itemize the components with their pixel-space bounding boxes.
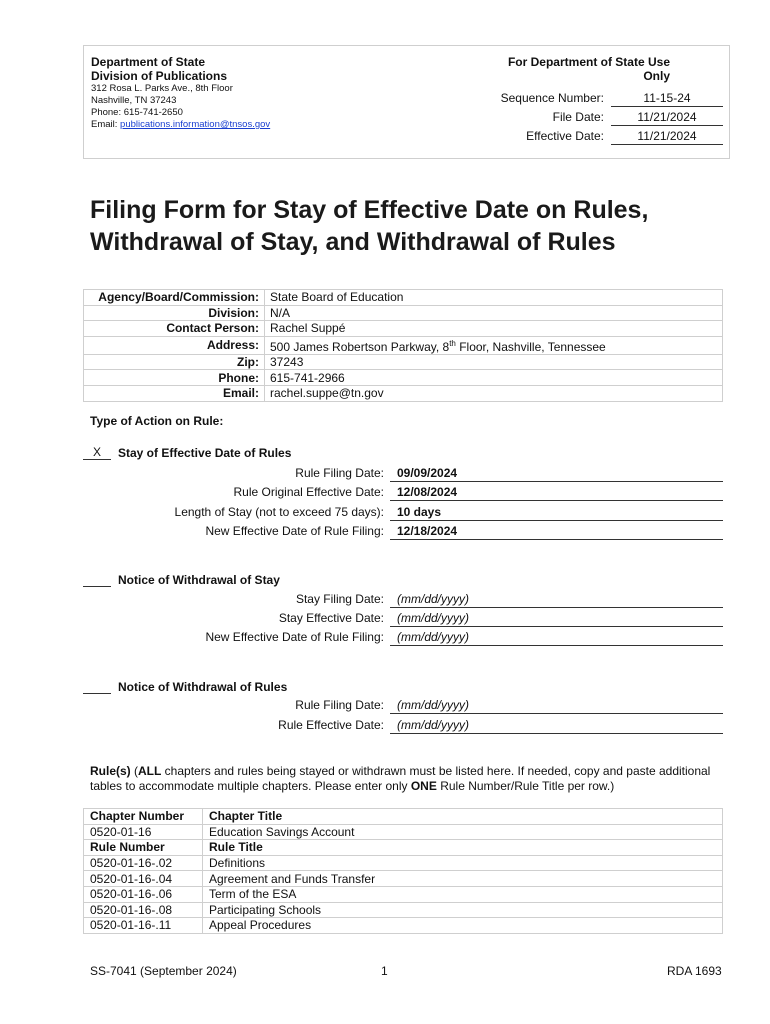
table-row [84, 871, 723, 887]
withdrawal-rules-heading [83, 680, 287, 694]
form-title-line-2: Withdrawal of Stay, and Withdrawal of Rules [90, 228, 616, 256]
stay-effective-date-label: Stay Effective Date: [278, 611, 384, 625]
footer-page-number: 1 [381, 964, 388, 978]
rules-para-one: ONE [410, 779, 437, 793]
agency-value: State Board of Education [265, 290, 723, 306]
header-box [83, 45, 730, 159]
stay-effective-date-value[interactable]: (mm/dd/yyyy) [390, 611, 723, 627]
phone-line: Phone: 615-741-2650 [91, 107, 183, 118]
rule-number: 0520-01-16-.04 [84, 871, 203, 887]
address-line-1: 312 Rosa L. Parks Ave., 8th Floor [91, 83, 233, 94]
withdrawal-stay-field-row [90, 592, 723, 609]
email-label: Email: [91, 119, 121, 130]
email-line [91, 119, 451, 131]
withdrawal-rules-checkbox[interactable] [83, 693, 111, 694]
chapter-rules-table [83, 808, 723, 934]
rule-title: Definitions [203, 855, 723, 871]
agency-row [84, 290, 723, 306]
table-row [84, 918, 723, 934]
division-value: N/A [265, 305, 723, 321]
stay-rule-filing-date-label: Rule Filing Date: [295, 466, 384, 480]
file-date-label: File Date: [552, 110, 604, 124]
withdrawal-stay-heading [83, 573, 280, 587]
rule-number: 0520-01-16-.02 [84, 855, 203, 871]
stay-section-heading [83, 446, 291, 460]
file-date-row [484, 110, 724, 129]
chapter-row [84, 824, 723, 840]
withdrawal-rule-effective-date-value[interactable]: (mm/dd/yyyy) [390, 718, 723, 734]
form-title-line-1: Filing Form for Stay of Effective Date on Rules, [90, 196, 649, 224]
stay-field-row [90, 466, 723, 483]
phone-label: Phone: [84, 370, 265, 386]
withdrawal-rule-effective-date-label: Rule Effective Date: [278, 718, 384, 732]
rules-para-part-6: Rule Number/Rule Title per row.) [436, 779, 615, 793]
address-value-pre: 500 James Robertson Parkway, 8 [270, 339, 450, 354]
sequence-number-label: Sequence Number: [500, 91, 604, 105]
chapter-title: Education Savings Account [203, 824, 723, 840]
address-row [84, 336, 723, 354]
stay-new-effective-date-value[interactable]: 12/18/2024 [390, 524, 723, 540]
contact-value: Rachel Suppé [265, 321, 723, 337]
withdrawal-rules-field-row [90, 698, 723, 715]
rule-title: Participating Schools [203, 902, 723, 918]
effective-date-label: Effective Date: [526, 129, 604, 143]
address-value-post: Floor, Nashville, Tennessee [455, 339, 606, 354]
rule-title: Appeal Procedures [203, 918, 723, 934]
chapter-title-header: Chapter Title [203, 809, 723, 825]
table-row [84, 902, 723, 918]
stay-rule-filing-date-value[interactable]: 09/09/2024 [390, 466, 723, 482]
sequence-number-value: 11-15-24 [611, 91, 723, 107]
type-of-action-label: Type of Action on Rule: [90, 414, 224, 428]
phone-row [84, 370, 723, 386]
withdrawal-stay-field-row [90, 630, 723, 647]
email-row [84, 385, 723, 401]
form-title [90, 194, 730, 258]
effective-date-value: 11/21/2024 [611, 129, 723, 145]
agency-label: Agency/Board/Commission: [84, 290, 265, 306]
zip-value: 37243 [265, 354, 723, 370]
stay-field-row [90, 505, 723, 522]
withdrawal-rule-filing-date-label: Rule Filing Date: [295, 698, 384, 712]
division-label: Division: [84, 305, 265, 321]
withdrawal-new-effective-date-value[interactable]: (mm/dd/yyyy) [390, 630, 723, 646]
phone-value: 615-741-2966 [265, 370, 723, 386]
rules-para-all: ALL [138, 764, 162, 778]
stay-length-value[interactable]: 10 days [390, 505, 723, 521]
table-row [84, 855, 723, 871]
division-row [84, 305, 723, 321]
rules-instructions [90, 764, 723, 794]
rule-number-header: Rule Number [84, 840, 203, 856]
address-label: Address: [84, 336, 265, 354]
state-use-only-title: For Department of State Use Only [507, 55, 670, 83]
footer-form-number: SS-7041 (September 2024) [90, 964, 237, 978]
rules-para-part-2: ( [130, 764, 139, 778]
address-value-sup: th [449, 338, 456, 348]
stay-filing-date-label: Stay Filing Date: [295, 592, 384, 606]
withdrawal-rule-filing-date-value[interactable]: (mm/dd/yyyy) [390, 698, 723, 714]
stay-original-effective-date-label: Rule Original Effective Date: [233, 485, 384, 499]
withdrawal-stay-heading-text: Notice of Withdrawal of Stay [118, 573, 280, 587]
email-label-cell: Email: [84, 385, 265, 401]
stay-filing-date-value[interactable]: (mm/dd/yyyy) [390, 592, 723, 608]
stay-new-effective-date-label: New Effective Date of Rule Filing: [205, 524, 384, 538]
contact-row [84, 321, 723, 337]
state-use-only [484, 55, 724, 148]
zip-label: Zip: [84, 354, 265, 370]
division-name: Division of Publications [91, 69, 228, 83]
rule-title: Term of the ESA [203, 886, 723, 902]
chapter-number: 0520-01-16 [84, 824, 203, 840]
rule-number: 0520-01-16-.08 [84, 902, 203, 918]
chapter-header-row [84, 809, 723, 825]
department-name: Department of State [91, 55, 206, 69]
sequence-number-row [484, 91, 724, 110]
stay-checkbox[interactable]: X [83, 446, 111, 460]
department-info [91, 55, 451, 131]
email-value: rachel.suppe@tn.gov [265, 385, 723, 401]
agency-table [83, 289, 723, 402]
rule-number: 0520-01-16-.11 [84, 918, 203, 934]
withdrawal-rules-field-row [90, 718, 723, 735]
address-value [265, 336, 723, 354]
rule-number: 0520-01-16-.06 [84, 886, 203, 902]
withdrawal-new-effective-date-label: New Effective Date of Rule Filing: [205, 630, 384, 644]
rule-header-row [84, 840, 723, 856]
stay-field-row [90, 485, 723, 502]
email-link[interactable]: publications.information@tnsos.gov [120, 119, 271, 130]
stay-length-label: Length of Stay (not to exceed 75 days): [174, 505, 384, 519]
footer-rda-number: RDA 1693 [667, 964, 722, 978]
contact-label: Contact Person: [84, 321, 265, 337]
withdrawal-rules-heading-text: Notice of Withdrawal of Rules [118, 680, 288, 694]
withdrawal-stay-field-row [90, 611, 723, 628]
rule-title: Agreement and Funds Transfer [203, 871, 723, 887]
file-date-value: 11/21/2024 [611, 110, 723, 126]
stay-heading-text: Stay of Effective Date of Rules [118, 446, 292, 460]
withdrawal-stay-checkbox[interactable] [83, 586, 111, 587]
address-line-2: Nashville, TN 37243 [91, 95, 177, 106]
zip-row [84, 354, 723, 370]
table-row [84, 886, 723, 902]
rules-label: Rule(s) [90, 764, 131, 778]
rule-title-header: Rule Title [203, 840, 723, 856]
stay-original-effective-date-value[interactable]: 12/08/2024 [390, 485, 723, 501]
rules-para-part-4: chapters and rules being stayed or withdrawn must be listed here. If needed, copy and paste additional tables to accommodate multiple chapters. Please enter only [90, 764, 711, 793]
chapter-number-header: Chapter Number [84, 809, 203, 825]
effective-date-row [484, 129, 724, 148]
stay-field-row [90, 524, 723, 541]
